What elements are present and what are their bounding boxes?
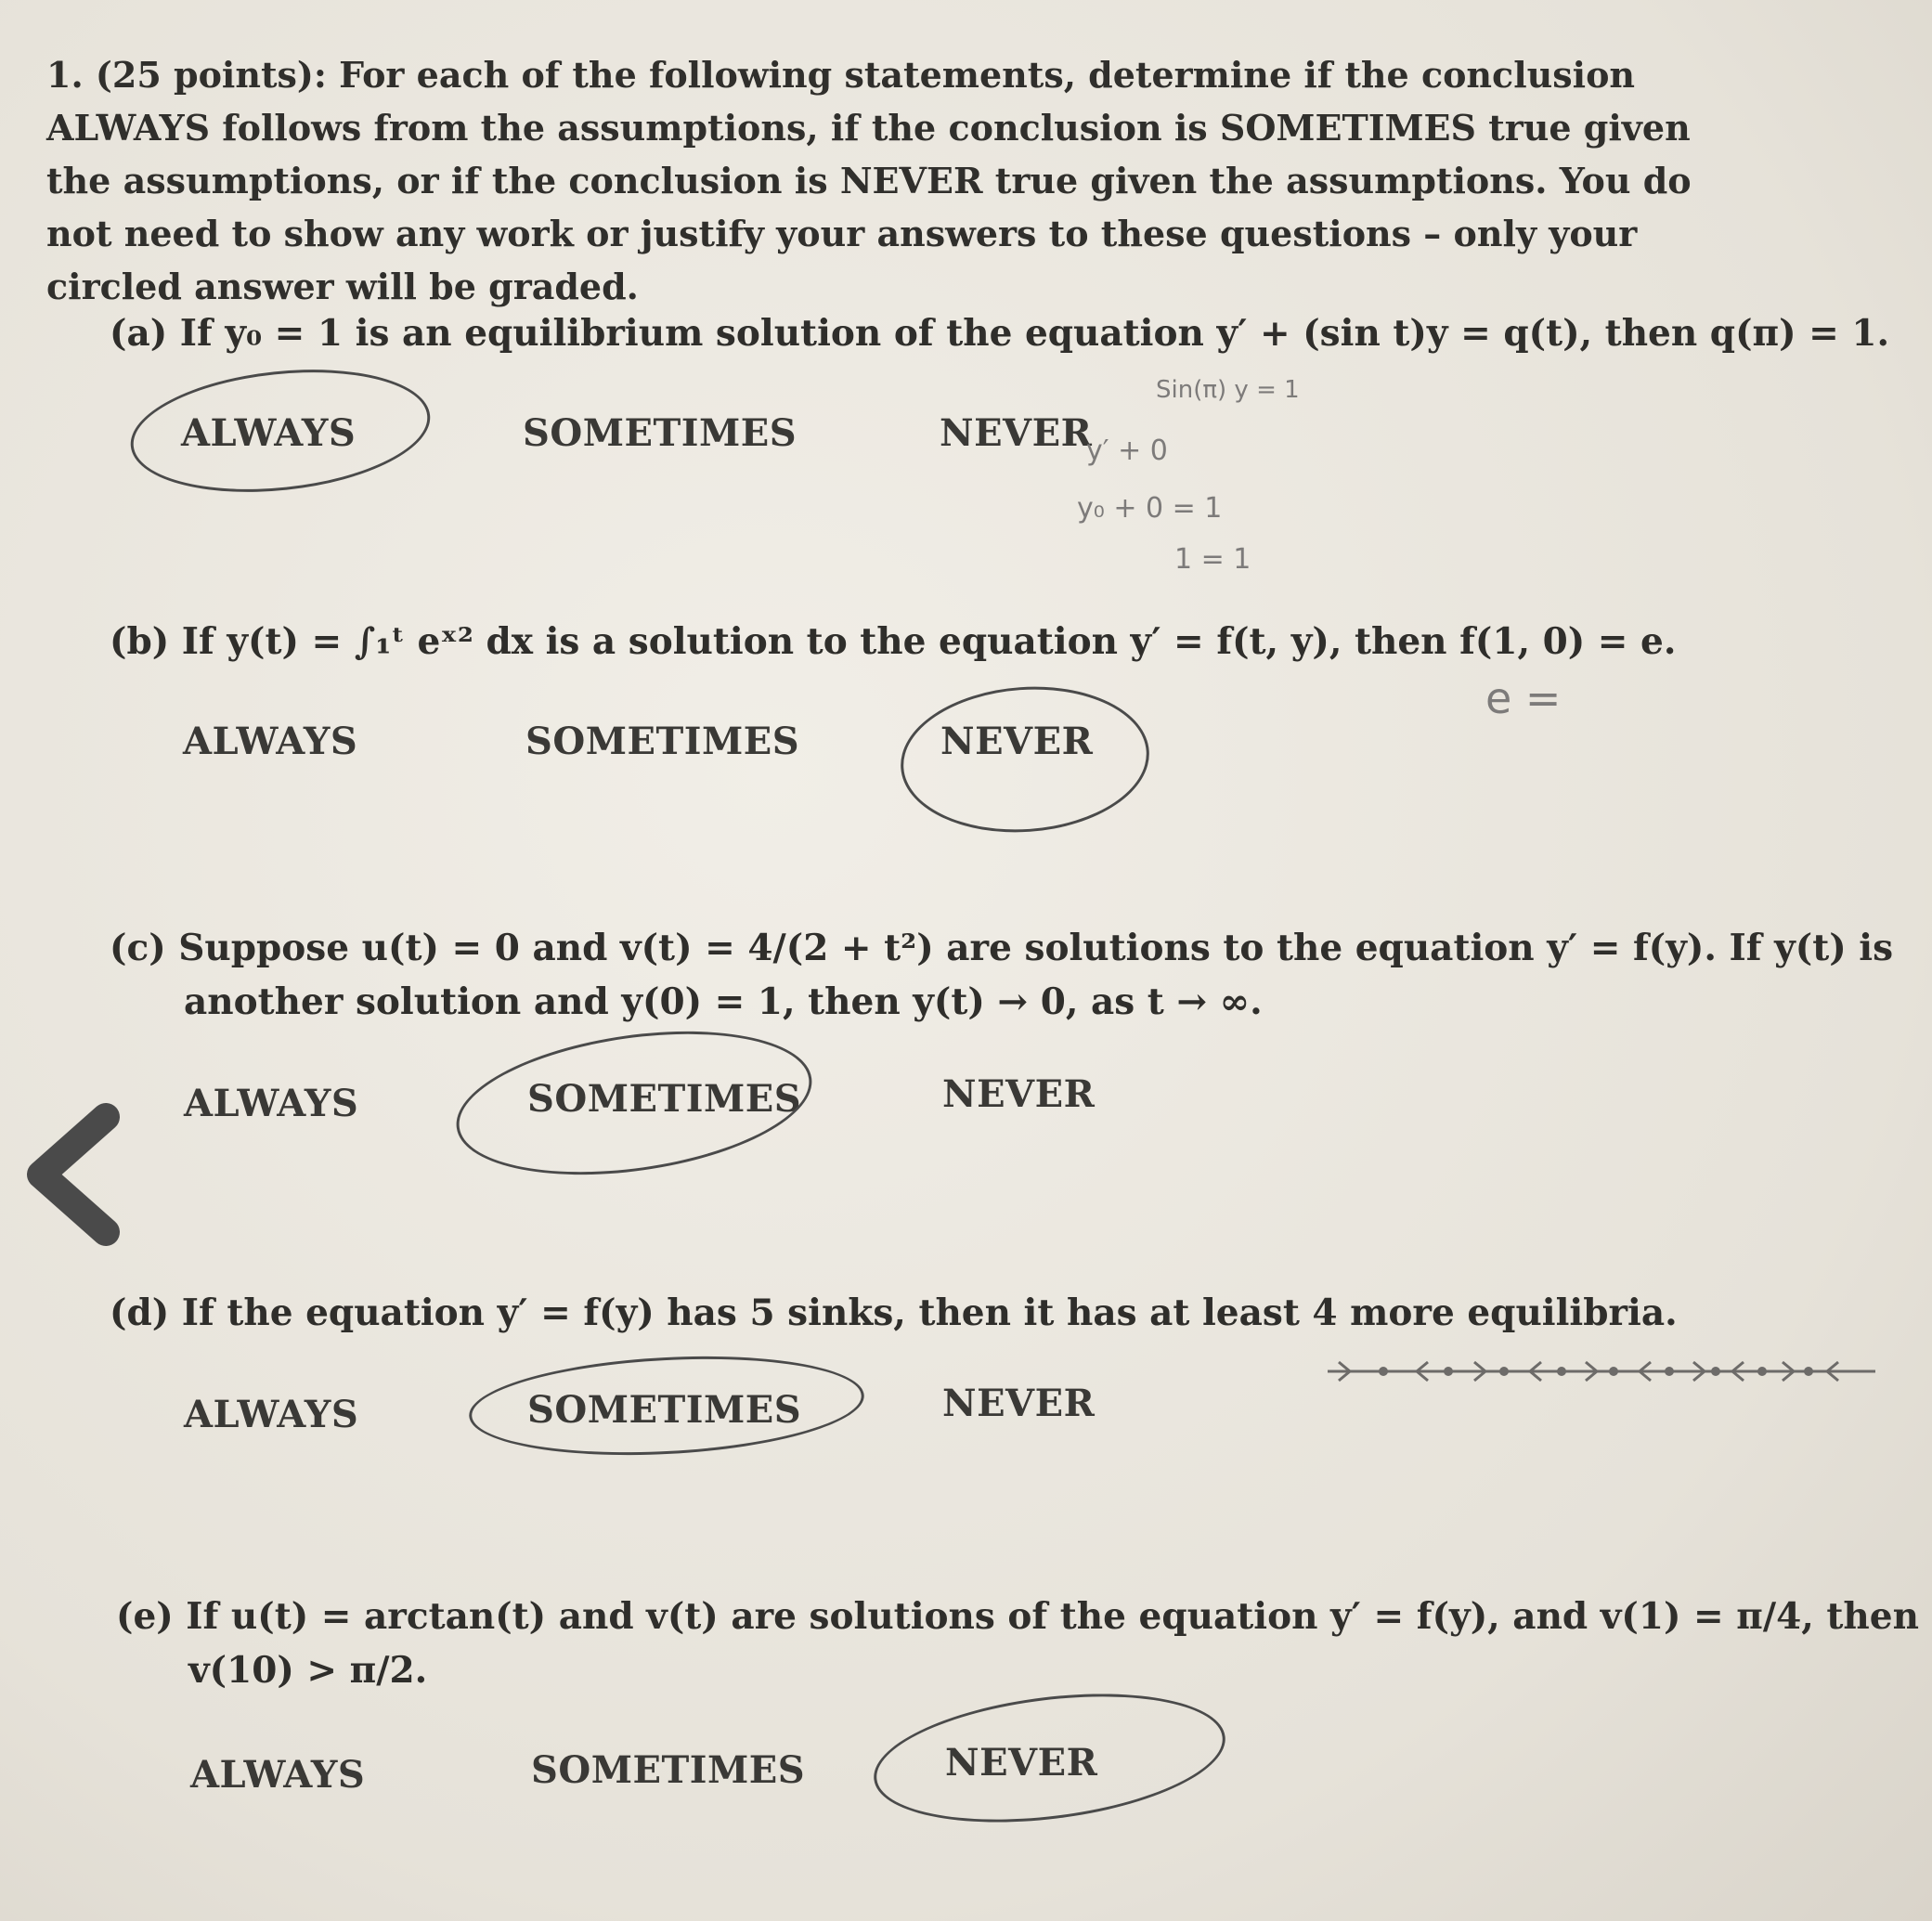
option-c-always[interactable]: ALWAYS: [184, 1082, 359, 1125]
statement-e-label: (e): [116, 1595, 174, 1638]
scratch-a-4: 1 = 1: [1174, 543, 1251, 576]
scratch-a-3: y₀ + 0 = 1: [1077, 492, 1223, 525]
scratch-b-1: e =: [1485, 673, 1562, 723]
phase-line-sketch: [1318, 1351, 1885, 1416]
question-instructions: For each of the following statements, determine if the conclusion ALWAYS follows from the assumptions, if the conclusion is SOMETIMES true given the assumptions, or if the conclusion is NEVER true given the assumptions. You do not need to show any work or justify your answers to these questions – only your circled answer will be graded.: [46, 54, 1692, 307]
option-e-sometimes[interactable]: SOMETIMES: [531, 1748, 806, 1792]
statement-b: [110, 615, 1676, 668]
scratch-a-2: y′ + 0: [1086, 435, 1168, 467]
option-b-never[interactable]: NEVER: [940, 720, 1094, 763]
option-c-never[interactable]: NEVER: [942, 1072, 1096, 1116]
statement-a: [110, 306, 1889, 360]
option-e-always[interactable]: ALWAYS: [190, 1753, 366, 1797]
question-header: [46, 48, 1755, 313]
option-d-never[interactable]: NEVER: [942, 1382, 1096, 1425]
option-c-sometimes[interactable]: SOMETIMES: [527, 1077, 802, 1121]
chevron-left-icon[interactable]: [20, 1100, 123, 1249]
statement-e: [116, 1590, 1919, 1697]
option-d-always[interactable]: ALWAYS: [184, 1393, 359, 1436]
statement-e-text-line2: v(10) > π/2.: [188, 1649, 428, 1692]
question-number: 1.: [46, 54, 84, 96]
statement-c-label: (c): [110, 927, 166, 969]
statement-e-text-line1: If u(t) = arctan(t) and v(t) are solutions of the equation y′ = f(y), and v(1) = π/4, then: [186, 1595, 1919, 1638]
statement-b-text: If y(t) = ∫₁ᵗ eˣ² dx is a solution to the equation y′ = f(t, y), then f(1, 0) = e.: [181, 620, 1677, 663]
statement-d: [110, 1286, 1678, 1340]
question-points: (25 points):: [95, 54, 327, 96]
option-a-always[interactable]: ALWAYS: [181, 411, 357, 455]
option-a-never[interactable]: NEVER: [940, 411, 1093, 455]
option-e-never[interactable]: NEVER: [945, 1741, 1098, 1785]
statement-c: [110, 921, 1893, 1029]
option-d-sometimes[interactable]: SOMETIMES: [527, 1388, 802, 1432]
statement-a-text: If y₀ = 1 is an equilibrium solution of the equation y′ + (sin t)y = q(t), then q(π) = 1.: [179, 312, 1890, 355]
statement-d-text: If the equation y′ = f(y) has 5 sinks, then it has at least 4 more equilibria.: [181, 1291, 1678, 1334]
option-a-sometimes[interactable]: SOMETIMES: [523, 411, 797, 455]
statement-c-text-line2: another solution and y(0) = 1, then y(t) → 0, as t → ∞.: [184, 980, 1263, 1023]
option-b-sometimes[interactable]: SOMETIMES: [525, 720, 800, 763]
statement-b-label: (b): [110, 620, 170, 663]
option-b-always[interactable]: ALWAYS: [183, 720, 358, 763]
scratch-a-1: Sin(π) y = 1: [1156, 376, 1300, 404]
statement-d-label: (d): [110, 1291, 170, 1334]
statement-a-label: (a): [110, 312, 168, 355]
statement-c-text-line1: Suppose u(t) = 0 and v(t) = 4/(2 + t²) are solutions to the equation y′ = f(y). If y(t) is: [178, 927, 1894, 969]
